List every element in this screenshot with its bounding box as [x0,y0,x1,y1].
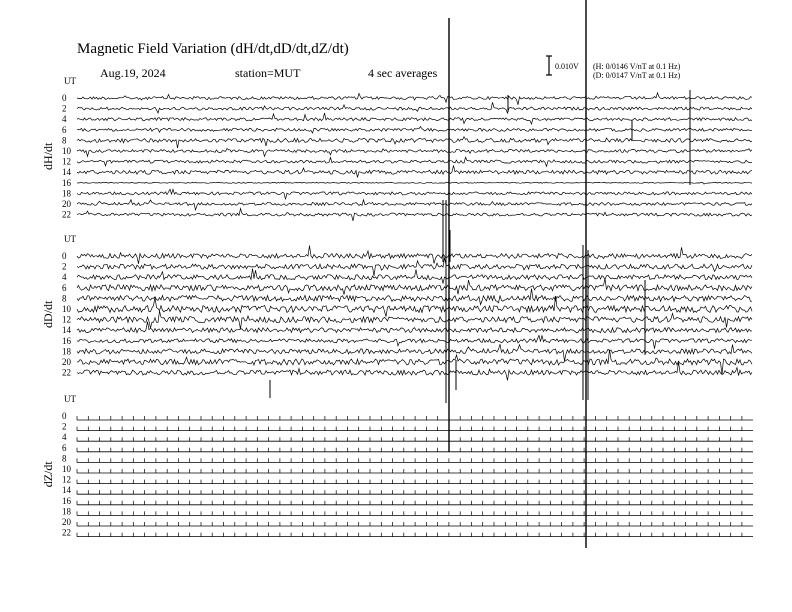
hour-label: 16 [62,335,71,346]
signal-trace [77,278,752,294]
hour-label: 20 [62,357,71,367]
ut-label: UT [64,394,76,404]
tick-marks [77,416,742,420]
hour-label: 2 [62,103,67,114]
hour-label: 18 [62,506,71,517]
tick-marks [77,533,742,537]
signal-trace [77,165,752,177]
signal-trace [77,258,752,277]
hour-label: 22 [62,527,71,538]
tick-marks [77,427,742,431]
ut-label: UT [64,234,76,244]
hour-label: 8 [62,135,67,146]
hour-label: 10 [62,146,71,156]
hour-label: 10 [62,464,71,474]
hour-label: 6 [62,282,67,293]
hour-label: 20 [62,199,71,209]
hour-label: 12 [62,314,71,325]
hour-label: 6 [62,442,67,453]
panel-ylabel: dH/dt [41,142,55,170]
signal-trace [77,209,752,221]
hour-label: 6 [62,124,67,135]
panel-ylabel: dZ/dt [41,461,55,488]
tick-marks [77,480,742,484]
hour-label: 8 [62,293,67,304]
signal-trace [77,362,752,380]
tick-marks [77,448,742,452]
hour-label: 16 [62,495,71,506]
hour-label: 20 [62,517,71,527]
signal-trace [77,344,752,361]
hour-label: 2 [62,421,67,432]
hour-label: 4 [62,114,67,125]
ut-label: UT [64,76,76,86]
signal-trace [77,289,752,305]
signal-trace [77,127,752,133]
signal-trace [77,189,752,199]
hour-label: 0 [62,93,67,103]
chart-title: Magnetic Field Variation (dH/dt,dD/dt,dZ/dt) [77,41,349,57]
hour-label: 16 [62,177,71,188]
hour-label: 18 [62,188,71,199]
signal-trace [77,102,752,113]
scale-bar [546,56,552,75]
hour-label: 14 [62,167,71,178]
signal-trace [77,182,752,184]
signal-trace [77,322,752,333]
averaging-label: 4 sec averages [368,66,438,80]
tick-marks [77,490,742,494]
station-label: station=MUT [235,66,301,80]
signal-trace [77,246,752,264]
hour-label: 0 [62,411,67,421]
hour-label: 22 [62,367,71,378]
panels [41,76,753,538]
tick-marks [77,501,742,505]
panel-dH-dt [41,76,752,221]
tick-marks [77,458,742,462]
panel-dZ-dt [41,394,753,538]
tick-marks [77,437,742,441]
signal-trace [77,311,752,329]
hour-label: 8 [62,453,67,464]
scale-note-d: (D: 0/0147 V/nT at 0.1 Hz) [593,71,681,80]
hour-label: 14 [62,485,71,496]
hour-label: 0 [62,251,67,261]
signal-trace [77,137,752,148]
tick-marks [77,522,742,526]
signal-trace [77,269,752,284]
signal-trace [77,149,752,157]
hour-label: 18 [62,346,71,357]
hour-label: 10 [62,304,71,314]
scale-note-h: (H: 0/0146 V/nT at 0.1 Hz) [593,62,681,71]
scale-label: 0.010V [555,62,579,71]
signal-trace [77,200,752,210]
hour-label: 12 [62,474,71,485]
panel-ylabel: dD/dt [41,300,55,328]
signal-trace [77,157,752,166]
hour-label: 2 [62,261,67,272]
hour-label: 4 [62,432,67,443]
hour-label: 14 [62,325,71,336]
hour-label: 12 [62,156,71,167]
signal-trace [77,296,752,317]
date-label: Aug.19, 2024 [100,66,166,80]
signal-trace [77,335,752,348]
signal-trace [77,93,752,105]
signal-trace [77,113,752,124]
hour-label: 4 [62,272,67,283]
tick-marks [77,511,742,515]
tick-marks [77,469,742,473]
hour-label: 22 [62,209,71,220]
